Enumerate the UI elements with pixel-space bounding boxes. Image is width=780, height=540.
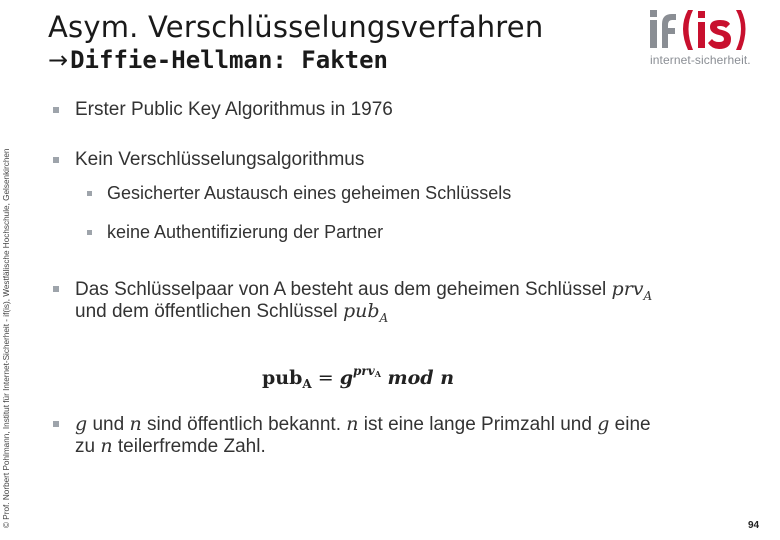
- g-symbol: g: [597, 413, 610, 435]
- formula-exp: prv: [353, 364, 375, 378]
- bullet-marker: [53, 107, 59, 113]
- formula-tail: mod n: [380, 367, 455, 389]
- n-symbol: n: [100, 435, 113, 457]
- key-pair-text-line2: und dem öffentlichen Schlüssel: [75, 301, 338, 322]
- prv-a-symbol: [611, 278, 653, 303]
- bullet-no-encryption: Kein Verschlüsselungsalgorithmus: [75, 149, 365, 170]
- text-prime: ist eine lange Primzahl und: [358, 414, 598, 435]
- pub-a-symbol: [342, 300, 389, 325]
- bullet-marker: [53, 421, 59, 427]
- slide-subtitle: [48, 46, 388, 74]
- bullet-marker: [53, 286, 59, 292]
- subtitle-text: Diffie-Hellman: Fakten: [70, 46, 388, 74]
- slide-title: Asym. Verschlüsselungsverfahren: [48, 10, 544, 44]
- arrow-right-icon: →: [48, 46, 69, 74]
- n-symbol: n: [129, 413, 142, 435]
- bullet-g-n-public: [75, 413, 651, 436]
- copyright-sidebar: © Prof. Norbert Pohlmann, Institut für Internet-Sicherheit - if(is), Westfälische Hochschule, Gelsenkirchen: [2, 148, 11, 528]
- sub-bullet-marker: [87, 191, 92, 196]
- key-pair-text-line1: Das Schlüsselpaar von A besteht aus dem geheimen Schlüssel: [75, 279, 607, 300]
- n-symbol: n: [346, 413, 359, 435]
- ifis-logo: [648, 6, 766, 68]
- formula-base: g: [339, 367, 353, 389]
- bullet-key-pair-line2: [75, 300, 388, 325]
- prv-text: prv: [611, 278, 644, 300]
- text-public: sind öffentlich bekannt.: [141, 414, 347, 435]
- page-number: 94: [748, 520, 760, 531]
- pub-subscript: A: [379, 310, 389, 325]
- text-zu: zu: [75, 436, 101, 457]
- bullet-first-public-key: Erster Public Key Algorithmus in 1976: [75, 99, 393, 120]
- formula-exp-sub: A: [374, 369, 381, 379]
- text-und: und: [87, 414, 130, 435]
- text-coprime: teilerfremde Zahl.: [112, 436, 266, 457]
- bullet-marker: [53, 157, 59, 163]
- formula-exponent: [353, 364, 381, 378]
- sub-bullet-key-exchange: Gesicherter Austausch eines geheimen Schlüssels: [107, 183, 512, 203]
- ifis-logo-mark: [648, 6, 766, 52]
- diffie-hellman-formula: [262, 364, 454, 391]
- sub-bullet-marker: [87, 230, 92, 235]
- pub-text: pub: [342, 300, 380, 322]
- g-symbol: g: [75, 413, 88, 435]
- formula-lhs: pub: [262, 367, 303, 389]
- logo-tagline: internet-sicherheit.: [650, 53, 751, 67]
- bullet-g-n-public-line2: [75, 435, 266, 458]
- formula-eq: =: [311, 367, 340, 389]
- sub-bullet-no-authentication: keine Authentifizierung der Partner: [107, 222, 384, 242]
- formula-lhs-sub: A: [302, 377, 312, 391]
- prv-subscript: A: [643, 288, 653, 303]
- text-eine: eine: [609, 414, 651, 435]
